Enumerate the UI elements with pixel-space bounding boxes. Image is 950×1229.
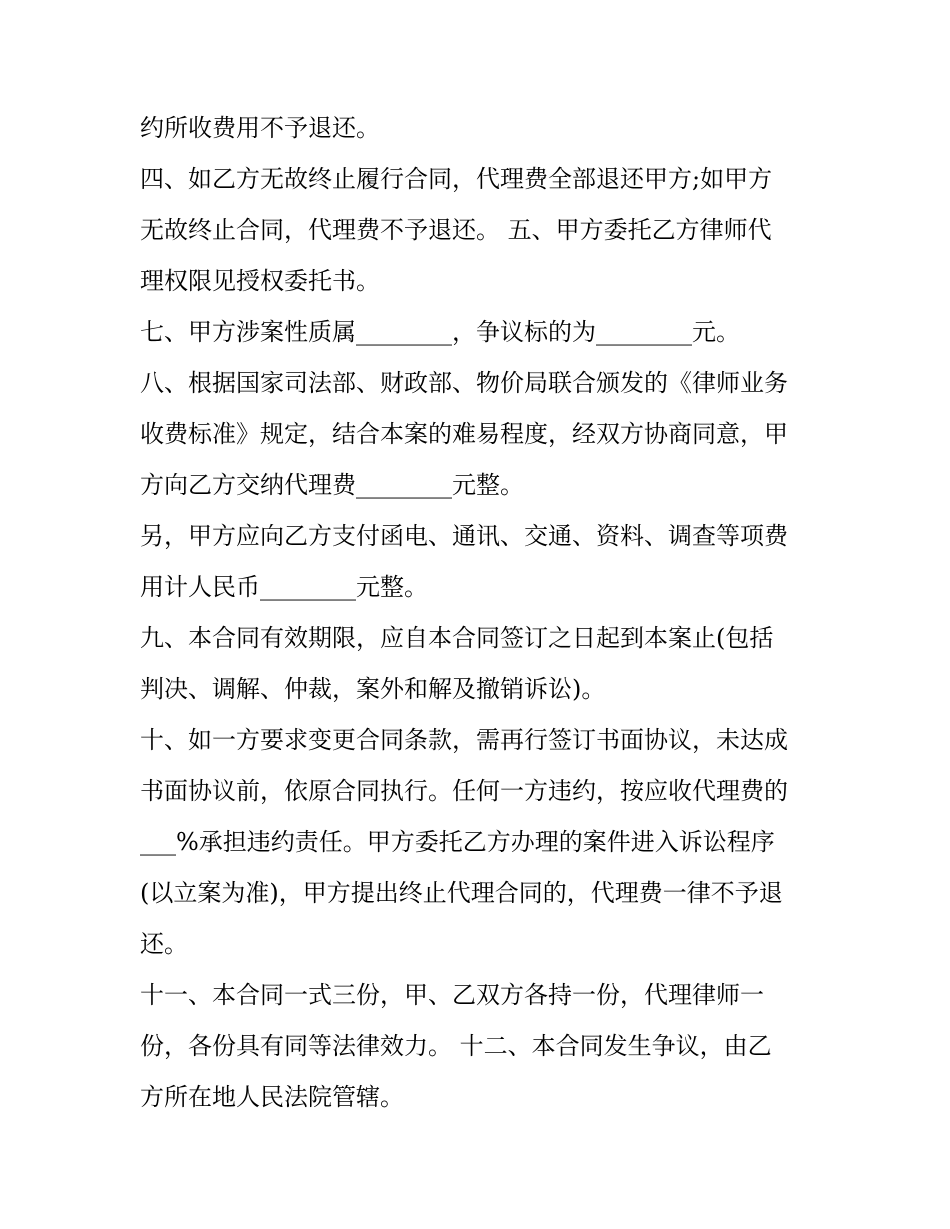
text-line: 九、本合同有效期限，应自本合同签订之日起到本案止(包括 [140, 624, 774, 652]
text-line: 另，甲方应向乙方支付函电、通讯、交通、资料、调查等项费 [140, 522, 788, 550]
text-line: 还。 [140, 930, 188, 958]
text-line: 约所收费用不予退还。 [140, 114, 380, 142]
text-line: 十一、本合同一式三份，甲、乙双方各持一份，代理律师一 [140, 981, 764, 1009]
text-line: 四、如乙方无故终止履行合同，代理费全部退还甲方;如甲方 [140, 165, 773, 193]
contract-text-body [140, 103, 830, 1123]
text-line: 无故终止合同，代理费不予退还。 五、甲方委托乙方律师代 [140, 216, 772, 244]
text-line: (以立案为准)，甲方提出终止代理合同的，代理费一律不予退 [140, 879, 783, 907]
text-line: 理权限见授权委托书。 [140, 267, 380, 295]
text-line: 份，各份具有同等法律效力。 十二、本合同发生争议，由乙 [140, 1032, 772, 1060]
text-line: 书面协议前，依原合同执行。任何一方违约，按应收代理费的 [140, 777, 788, 805]
text-line: ___%承担违约责任。甲方委托乙方办理的案件进入诉讼程序 [140, 828, 775, 856]
text-line: 八、根据国家司法部、财政部、物价局联合颁发的《律师业务 [140, 369, 788, 397]
text-line: 收费标准》规定，结合本案的难易程度，经双方协商同意，甲 [140, 420, 788, 448]
text-line: 七、甲方涉案性质属________，争议标的为________元。 [140, 318, 740, 346]
text-line: 用计人民币________元整。 [140, 573, 428, 601]
text-line: 判决、调解、仲裁，案外和解及撤销诉讼)。 [140, 675, 606, 703]
text-line: 方所在地人民法院管辖。 [140, 1083, 404, 1111]
text-line: 十、如一方要求变更合同条款，需再行签订书面协议，未达成 [140, 726, 788, 754]
text-line: 方向乙方交纳代理费________元整。 [140, 471, 524, 499]
